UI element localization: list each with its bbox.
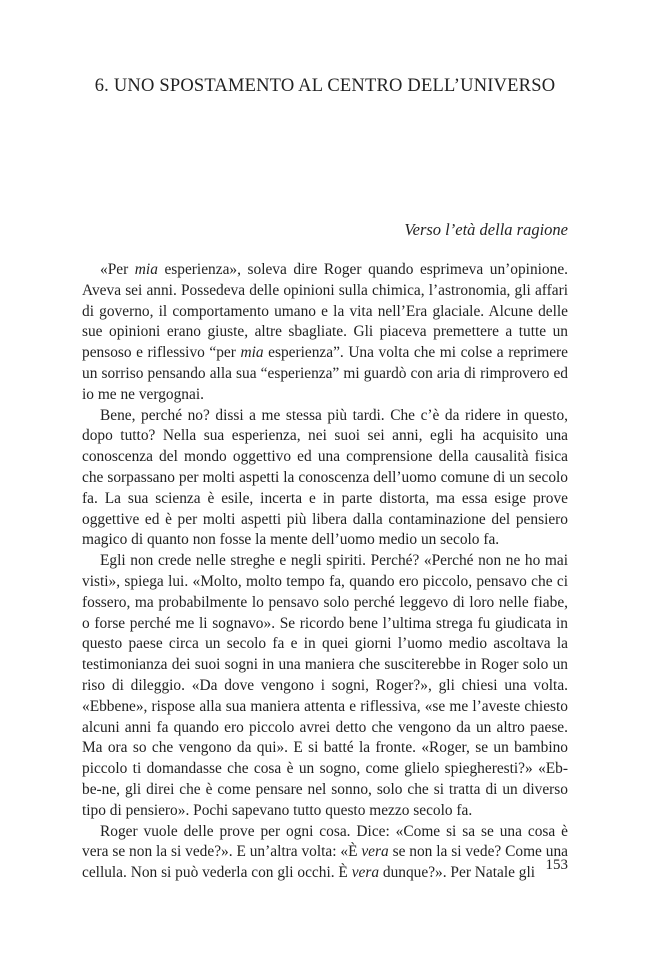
paragraph-text: Bene, perché no? dissi a me stessa più tardi. Che c’è da ridere in questo, dopo tutto? Nella sua esperienza, nei suoi sei anni, egli ha acquisito una conoscenza del mondo oggettivo ed una comprensione della causalità fisica che sorpassano per molti aspetti la conoscenza dell’uomo comune di un secolo fa. La sua scienza è esile, incerta e in parte distorta, ma essa esige prove oggettive ed è per molti aspetti più libera dalla contaminazione del pensiero magico di quanto non fosse la mente dell’uomo medio un secolo fa. (82, 406, 568, 549)
body-paragraph (82, 406, 568, 552)
paragraph-text: esperienza”. Una volta che mi colse a reprimere un sorriso pensando alla sua “esperienza” mi guardò con aria di rimprovero ed io me ne vergognai. (82, 344, 569, 403)
paragraph-text: se non la si vede? Come una cellula. Non si può vederla con gli occhi. È (82, 843, 568, 882)
page-number: 153 (545, 857, 568, 873)
italic-text: vera (351, 864, 380, 882)
body-paragraph (82, 822, 568, 884)
section-title: Verso l’età della ragione (404, 220, 568, 239)
body-text (82, 260, 568, 884)
italic-text: mia (240, 344, 264, 362)
paragraph-text: Roger vuole delle prove per ogni cosa. Dice: «Come si sa se una cosa è vera se non la si vede?». E un’altra volta: «È (82, 822, 568, 861)
paragraph-text: dunque?». Per Natale gli (379, 864, 536, 882)
body-paragraph (82, 551, 568, 821)
paragraph-text: Egli non crede nelle streghe e negli spiriti. Perché? «Perché non ne ho mai visti», spiega lui. «Molto, molto tempo fa, quando ero piccolo, pensavo che ci fossero, ma probabilmente lo pensavo solo perché leggevo di loro nelle fiabe, o forse perché me li sognavo». Se ricordo bene l’ultima strega fu giudicata in questo paese circa un secolo fa e in quei giorni l’uomo medio ascoltava la testimonianza dei suoi sogni in una maniera che susciterebbe in Roger solo un riso di dileggio. «Da dove vengono i sogni, Roger?», gli chiesi una volta. «Ebbene», rispose alla sua maniera attenta e riflessiva, «se me l’aveste chiesto alcuni anni fa quando ero piccolo avrei detto che vengono da un altro paese. Ma ora so che vengono da qui». E si batté la fronte. «Roger, se un bambino piccolo ti domandasse che cosa è un sogno, come glielo spiegheresti?» «Eb-be-ne, gli direi che è come pensare nel sonno, solo che si tratta di un diverso tipo di pensiero». Pochi sapevano tutto questo mezzo secolo fa. (82, 552, 568, 819)
italic-text: mia (134, 261, 158, 278)
paragraph-text: «Per (100, 261, 135, 278)
body-paragraph (82, 260, 568, 406)
paragraph-text: esperienza», soleva dire Roger quando esprimeva un’opinione. Aveva sei anni. Possedeva delle opinioni sulla chimica, l’astronomia, gli affari di governo, il comportamento umano e la vita nell’Era glaciale. Alcune delle sue opinioni erano giuste, altre sbagliate. Gli piaceva premettere a tutte un pensoso e riflessivo “per (82, 261, 568, 362)
chapter-title: 6. UNO SPOSTAMENTO AL CENTRO DELL’UNIVERSO (94, 76, 556, 96)
italic-text: vera (361, 843, 389, 861)
